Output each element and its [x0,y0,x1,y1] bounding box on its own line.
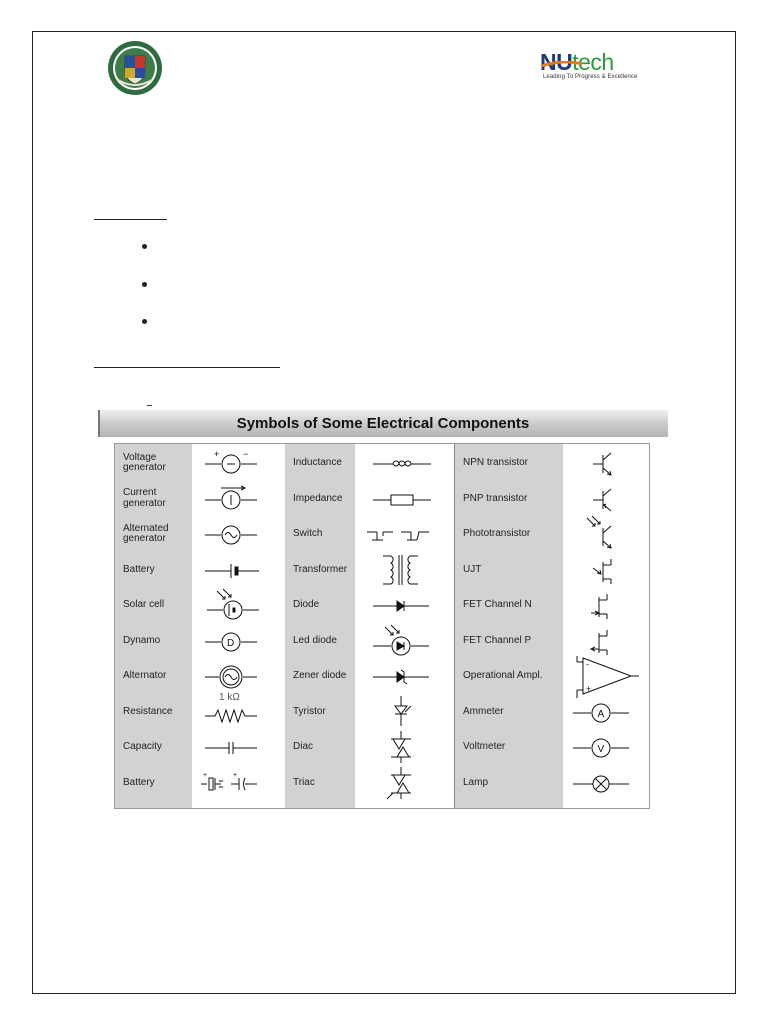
symbols-table [114,443,650,809]
column-divider [454,444,455,808]
logo-nu: NU [540,49,573,75]
dynamo-icon [205,627,265,657]
component-label: Phototransistor [463,528,531,540]
solar-cell-icon [205,591,265,621]
component-label: PNP transistor [463,492,528,504]
resistance-icon [205,691,265,728]
dash-mark [147,405,152,406]
fet-p-icon [573,627,633,657]
component-label: Diac [293,741,314,753]
triac-icon [373,769,433,799]
component-label: Transformer [293,563,348,575]
logo-tech: tech [572,49,614,75]
switch-icon [373,520,433,550]
component-label: Zener diode [293,670,347,682]
ujt-icon [573,556,633,586]
diode-icon [373,591,433,621]
ammeter-icon [573,698,633,728]
svg-text:−: − [243,449,249,459]
svg-text:+: + [203,771,208,779]
alternated-generator-icon [205,520,265,550]
component-label: Voltage generator [123,451,166,474]
bullet-point [142,244,147,249]
bullet-point [142,282,147,287]
component-label: Alternator [123,670,167,682]
svg-text:D: D [227,637,235,649]
component-label: Diode [293,599,320,611]
heading-underline [94,219,167,220]
svg-text:+: + [214,449,220,459]
component-label: Resistance [123,705,173,717]
component-label: Impedance [293,492,343,504]
voltage-generator-icon [205,449,265,479]
impedance-icon [373,485,433,515]
component-label: NPN transistor [463,457,529,469]
component-label: Battery [123,563,155,575]
lamp-icon [573,769,633,799]
component-label: Inductance [293,457,342,469]
component-label: FET Channel N [463,599,532,611]
inductance-icon [373,449,433,479]
op-amp-sign: - [586,659,589,669]
component-label: Dynamo [123,634,161,646]
zener-diode-icon [373,662,433,692]
nutech-logo [540,50,664,84]
battery-polarized-icon [205,769,265,799]
figure-title: Symbols of Some Electrical Components [236,415,530,432]
component-label: UJT [463,563,482,575]
component-label: FET Channel P [463,634,532,646]
component-label: Operational Ampl. [463,670,543,682]
logo-tagline: Leading To Progress & Excellence [543,74,638,80]
op-amp-icon [573,659,633,694]
diac-icon [373,733,433,763]
component-label: Lamp [463,776,489,788]
component-label: Tyristor [293,705,326,717]
electrical-symbols-figure [98,410,668,802]
phototransistor-icon [573,520,633,550]
meter-letter: V [597,744,605,755]
svg-text:1 kΩ: 1 kΩ [219,691,240,703]
university-seal-icon [106,40,164,96]
component-label: Alternated generator [123,522,169,545]
bullet-point [142,319,147,324]
component-label: Battery [123,776,155,788]
meter-letter: A [597,708,605,720]
fet-n-icon [573,591,633,621]
capacitor-icon [205,733,265,763]
component-label: Led diode [293,634,337,646]
transformer-icon [373,556,433,586]
component-label: Triac [293,776,315,788]
pnp-transistor-icon [573,485,633,515]
component-label: Solar cell [123,599,165,611]
component-label: Switch [293,528,323,540]
heading-underline [94,367,280,368]
op-amp-sign: + [586,684,592,694]
npn-transistor-icon [573,449,633,479]
svg-text:+: + [233,771,238,779]
component-label: Capacity [123,741,162,753]
alternator-icon [205,662,265,692]
led-diode-icon [373,627,433,657]
component-label: Ammeter [463,705,504,717]
logo-swoosh-icon [542,61,582,67]
battery-icon [205,556,265,586]
current-generator-icon [205,485,265,515]
voltmeter-icon [573,733,633,763]
tyristor-icon [373,698,433,728]
component-label: Voltmeter [463,741,506,753]
component-label: Current generator [123,487,166,509]
